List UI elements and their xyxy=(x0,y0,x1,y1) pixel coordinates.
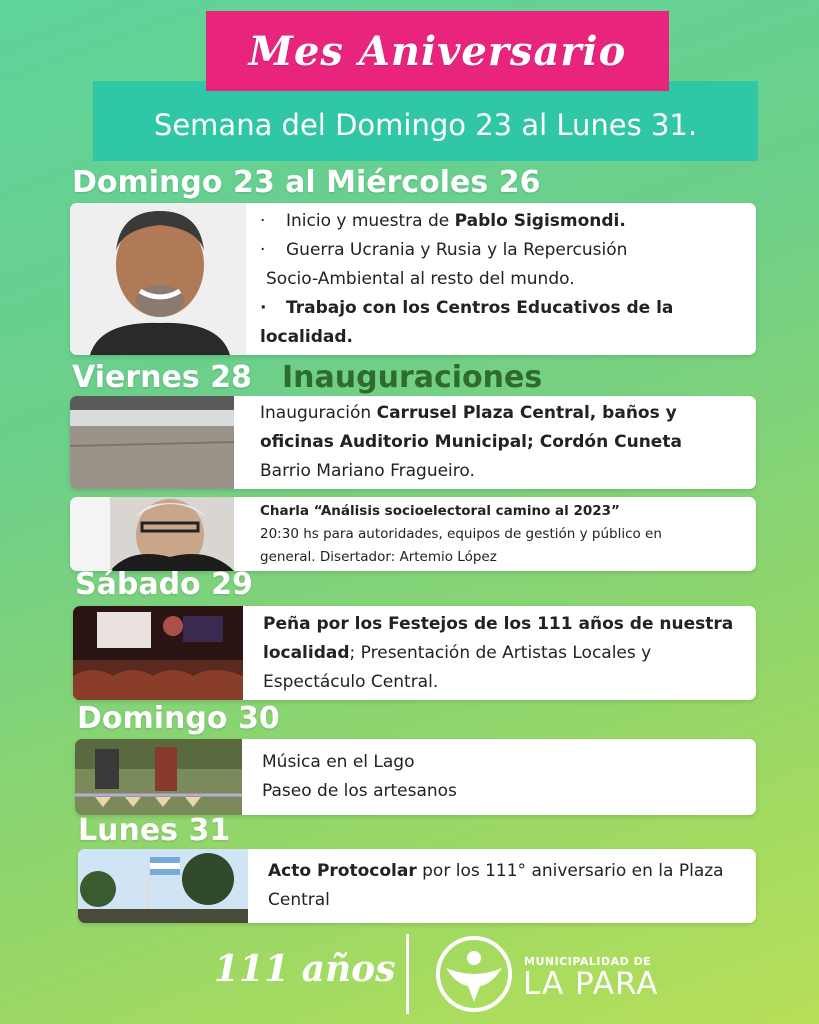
text-line xyxy=(260,428,742,457)
event-text xyxy=(234,396,756,489)
photo-artesanos xyxy=(75,739,242,815)
subtitle-banner xyxy=(93,81,758,161)
photo-pablo-sigismondi xyxy=(70,203,246,355)
event-text xyxy=(242,739,756,815)
subtitle: Semana del Domingo 23 al Lunes 31. xyxy=(153,108,698,142)
text-line: Espectáculo Central. xyxy=(263,671,439,692)
event-text xyxy=(234,497,756,571)
day-heading-sabado-29: Sábado 29 xyxy=(75,567,253,602)
text-line: general. Disertador: Artemio López xyxy=(260,548,497,565)
text-line: Paseo de los artesanos xyxy=(262,781,457,801)
photo-artemio-lopez xyxy=(70,497,234,571)
event-list xyxy=(246,203,756,355)
speaker-photo-icon xyxy=(70,497,234,571)
logo-figure-icon xyxy=(440,940,508,1008)
photo-concert xyxy=(73,606,243,700)
text-line: Barrio Mariano Fragueiro. xyxy=(260,461,475,481)
list-item: · Guerra Ucrania y Rusia y la Repercusión xyxy=(260,239,628,260)
text: Inauguración xyxy=(260,403,377,423)
text: por los 111° aniversario en la Plaza xyxy=(416,861,724,881)
bold-text: Acto Protocolar xyxy=(268,861,417,881)
text-line: Música en el Lago xyxy=(262,752,415,772)
list-item: · Inicio y muestra de Pablo Sigismondi. xyxy=(260,210,626,231)
municipality-logo-icon xyxy=(436,936,512,1012)
event-card-sigismondi xyxy=(70,203,756,355)
bold-text: oficinas Auditorio Municipal xyxy=(260,432,527,452)
text-line xyxy=(260,399,742,428)
event-text xyxy=(243,606,756,700)
footer-divider xyxy=(406,934,409,1014)
bold-text: Carrusel Plaza Central xyxy=(376,403,590,423)
footer-years: 111 años xyxy=(214,948,396,990)
bold-text: localidad xyxy=(263,642,350,663)
text-line: Central xyxy=(268,890,330,910)
event-card-charla xyxy=(70,497,756,571)
photo-flag-plaza xyxy=(78,849,248,923)
bold-text: Cordón Cuneta xyxy=(539,432,682,452)
text-line xyxy=(263,639,742,668)
municipality-label: MUNICIPALIDAD DE xyxy=(524,955,652,968)
event-card-inauguraciones xyxy=(70,396,756,489)
flag-photo-icon xyxy=(78,849,248,923)
person-portrait-icon xyxy=(70,203,246,355)
bold-text: Peña por los Festejos de los 111 años de nuestra xyxy=(263,613,734,634)
page-title: Mes Aniversario xyxy=(248,27,627,75)
day-heading-domingo-23: Domingo 23 al Miércoles 26 xyxy=(72,165,541,200)
event-card-musica xyxy=(75,739,756,815)
item-bold-text: Pablo Sigismondi. xyxy=(454,210,626,231)
item-text: Inicio y muestra de xyxy=(286,210,455,231)
concert-photo-icon xyxy=(73,606,243,700)
list-item-continued: Socio-Ambiental al resto del mundo. xyxy=(266,268,575,289)
plaza-photo-icon xyxy=(70,396,234,489)
title-banner xyxy=(206,11,669,91)
list-item: · Trabajo con los Centros Educativos de la xyxy=(260,297,674,318)
event-card-acto-protocolar xyxy=(78,849,756,923)
text-line xyxy=(268,857,742,886)
item-bold-text: Trabajo con los Centros Educativos de la xyxy=(286,297,674,318)
municipality-name: LA PARA xyxy=(523,966,659,1002)
day-heading-domingo-30: Domingo 30 xyxy=(77,701,280,736)
day-heading-lunes-31: Lunes 31 xyxy=(78,813,231,848)
section-tag-inauguraciones: Inauguraciones xyxy=(282,360,543,395)
text: ; xyxy=(527,432,540,452)
photo-plaza xyxy=(70,396,234,489)
text-line: 20:30 hs para autoridades, equipos de gestión y público en xyxy=(260,525,662,542)
list-item-continued: localidad. xyxy=(260,326,353,347)
text: ; Presentación de Artistas Locales y xyxy=(349,642,652,663)
bold-text: , baños y xyxy=(589,403,677,423)
event-text xyxy=(248,849,756,923)
fair-photo-icon xyxy=(75,739,242,815)
charla-title: Charla “Análisis socioelectoral camino al 2023” xyxy=(260,502,620,519)
item-text: Guerra Ucrania y Rusia y la Repercusión xyxy=(286,239,628,260)
event-card-pena xyxy=(73,606,756,700)
day-heading-viernes-28: Viernes 28 xyxy=(72,360,252,395)
